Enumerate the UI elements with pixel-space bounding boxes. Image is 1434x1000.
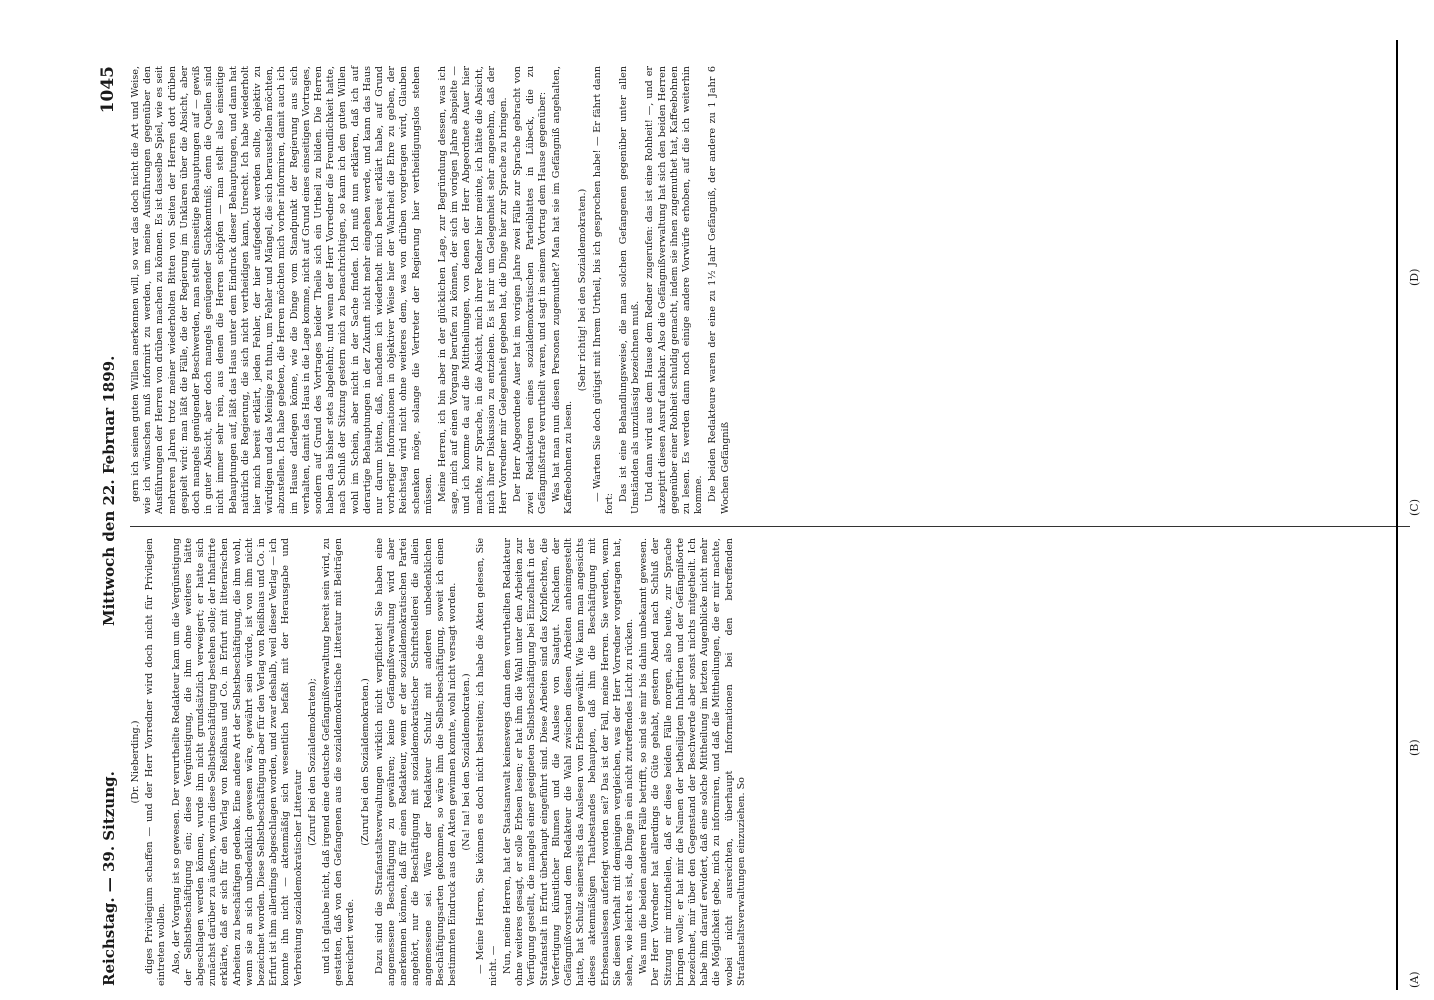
column-divider xyxy=(130,526,1410,527)
header-date: Mittwoch den 22. Februar 1899. xyxy=(100,355,118,626)
header-left: Reichstag. — 39. Sitzung. xyxy=(100,771,118,986)
paragraph: Der Herr Abgeordnete Auer hat im vorigen Jahre zwei Fälle zur Sprache gebracht von zwei Redakteuren eines sozialdemokratischen Parteiblattes in Lübeck, die zu Gefängnißstrafe verurtheilt waren, und sagt in seinem Vortrag dem Hause gegenüber: xyxy=(512,66,548,514)
page-header xyxy=(96,66,126,986)
paragraph: — Meine Herren, Sie können es doch nicht bestreiten; ich habe die Akten gelesen, Sie nicht. — xyxy=(475,538,499,986)
margin-letter-b: (B) xyxy=(1408,739,1421,756)
left-column xyxy=(130,538,1420,986)
paragraph: Dazu sind die Strafanstaltsverwaltungen wirklich nicht verpflichtet! Sie haben eine angemessene Beschäftigung zu gewähren; keine Gefängnißverwaltung wird aber anerkennen können, daß für einen Redakteur, wenn er der sozialdemokratischen Partei angehört, nur die Beschäftigung mit sozialdemokratischer Schriftstellerei die allein angemessene sei. Wäre der Redakteur Schulz mit anderen unbedenklichen Beschäftigungsarten gekommen, so wäre ihm die Selbstbeschäftigung, soweit ich einen bestimmten Eindruck aus den Akten gewinnen konnte, wohl nicht versagt worden. xyxy=(373,538,459,986)
paragraph: Nun, meine Herren, hat der Staatsanwalt keineswegs dann dem verurtheilten Redakteur ohne weiteres gesagt, er solle Erbsen lesen; er hat ihm die Wahl unter den Arbeiten zur Verfügung gestellt, die mangels einer geeigneten Selbstbeschäftigung bei Einzelhaft in der Strafanstalt in Erfurt überhaupt eingeführt sind. Diese Arbeiten sind das Korbflechten, die Verfertigung künstlicher Blumen und die Auslese von Saatgut. Nachdem der Gefängnißvorstand dem Redakteur die Wahl zwischen diesen Arbeiten anheimgestellt hatte, hat Schulz seinerseits das Auslesen von Erbsen gewählt. Wie kann man angesichts dieses aktenmäßigen Thatbestandes behaupten, daß ihm die Beschäftigung mit Erbsenauslesen auferlegt worden sei? Das ist der Fall, meine Herren. Sie werden, wenn Sie diesen Verhalt mit demjenigen vergleichen, was der Herr Vorredner vorgetragen hat, sehen, wie leicht es ist, die Dinge in ein nicht zutreffendes Licht zu rücken. xyxy=(501,538,635,986)
digitization-credit xyxy=(1416,8,1430,988)
margin-letter-c: (C) xyxy=(1408,499,1421,516)
rotated-page-content xyxy=(96,66,1426,986)
paragraph: Die beiden Redakteure waren der eine zu 1½ Jahr Gefängniß, der andere zu 1 Jahr 6 Wochen Gefängniß xyxy=(707,66,731,514)
paragraph: (Na! na! bei den Sozialdemokraten.) xyxy=(461,673,473,851)
right-column xyxy=(130,66,1420,514)
page-number: 1045 xyxy=(98,66,118,114)
paragraph: Also, der Vorgang ist so gewesen. Der verurtheilte Redakteur kam um die Vergünstigung der Selbstbeschäftigung ein; diese Vergünstigung, die ihm ohne weiteres hätte abgeschlagen werden können, wurde ihm nicht grundsätzlich verweigert; er hatte sich zunächst darüber zu äußern, worin diese Selbstbeschäftigung bestehen solle; der Inhaftirte erklärte, daß er sich für den Verlag von Reißhaus und Co. in Erfurt mit litterarischen Arbeiten zu beschäftigen gedenke. Eine andere Art der Selbstbeschäftigung, die ihm wohl, wenn sie an sich unbedenklich gewesen wäre, gewährt sein würde, ist von ihm nicht bezeichnet worden. Diese Selbstbeschäftigung aber für den Verlag von Reißhaus und Co. in Erfurt ist ihm allerdings abgeschlagen worden, und zwar deshalb, weil dieser Verlag — ich konnte ihn nicht — aktenmäßig sich wesentlich befaßt mit der Herausgabe und Verbreitung sozialdemokratischer Litteratur xyxy=(170,538,304,986)
margin-letter-a: (A) xyxy=(1408,971,1421,988)
page-edge xyxy=(1396,40,1398,990)
paragraph: diges Privilegium schaffen — und der Herr Vorredner wird doch nicht für Privilegien eintreten wollen. xyxy=(144,538,168,986)
paragraph: Was hat man nun diesen Personen zugemuthet? Man hat sie im Gefängniß angehalten, Kaffeebohnen zu lesen. xyxy=(550,66,575,514)
margin-letter-d: (D) xyxy=(1408,268,1421,286)
paragraph: — Warten Sie doch gütigst mit Ihrem Urtheil, bis ich gesprochen habe! — Er fährt dann fort: xyxy=(591,66,615,514)
paragraph: (Sehr richtig! bei den Sozialdemokraten.) xyxy=(577,188,589,392)
paragraph: (Zuruf bei den Sozialdemokraten); xyxy=(306,678,318,846)
paragraph: Und dann wird aus dem Hause dem Redner zugerufen: das ist eine Rohheit! —, und er akzeptirt diesen Ausruf dankbar. Also die Gefängnißverwaltung hat sich den beiden Herren gegenüber einer Rohheit schuldig gemacht, indem sie ihnen zugemuthet hat, Kaffeebohnen zu lesen. Es werden dann noch einige andere Vorwürfe erhoben, auf die ich weiterhin komme. xyxy=(644,66,705,514)
paragraph: gern ich seinen guten Willen anerkennen will, so war das doch nicht die Art und Weise, wie ich wünschen muß informirt zu werden, um meine Ausführungen gegenüber den Ausführungen der Herren von drüben machen zu können. Es ist dasselbe Spiel, wie es seit mehreren Jahren trotz meiner wiederholten Bitten von Seiten der Herren dort drüben gespielt wird: man läßt die Fälle, die der Regierung im Unklaren über die Absicht, aber doch mangels genügender Beschwerden, man stellt einseitige Behauptungen auf — gewiß in guter Absicht, aber doch mangels genügender Sachkenntniß; denn die Quellen sind nicht immer sehr rein, aus denen die Herren schöpfen — man stellt also einseitige Behauptungen auf, läßt das Haus unter dem Eindruck dieser Behauptungen, und dann hat natürlich die Regierung, die sich nicht vertheidigen kann, Unrecht. Ich habe wiederholt hier mich bereit erklärt, jeden Fehler, der hier aufgedeckt werden sollte, objektiv zu würdigen und das Meinige zu thun, um Fehler und Mängel, die sich herausstellen möchten, abzustellen. Ich habe gebeten, die Herren möchten mich vorher informiren, damit auch ich im Hause darlegen könne, wie die Dinge vom Standpunkt der Regierung aus sich verhalten, damit das Haus in die Lage komme, nicht auf Grund eines einseitigen Vortrages, sondern auf Grund des Vortrages beider Theile sich ein Urtheil zu bilden. Die Herren haben das bisher stets abgelehnt; und wenn der Herr Vorredner die Freundlichkeit hatte, nach Schluß der Sitzung gestern mich zu benachrichtigen, so kann ich den guten Willen wohl im Schein, aber nicht in der Sache finden. Ich muß nun erklären, daß ich auf derartige Behauptungen in der Zukunft nicht mehr eingehen werde, und kann das Haus nur darum bitten, daß, nachdem ich wiederholt mich bereit erklärt habe, auf Grund vorheriger Informationen in objektiver Weise hier der Wahrheit die Ehre zu geben, der Reichstag wird nicht ohne weiteres dem, was von drüben vorgetragen wird, Glauben schenken möge, solange die Vertreter der Regierung hier vertheidigungslos stehen müssen. xyxy=(130,66,434,514)
paragraph: (Zuruf bei den Sozialdemokraten.) xyxy=(359,678,371,846)
paragraph: Meine Herren, ich bin aber in der glücklichen Lage, zur Begründung dessen, was ich sage, mich auf einen Vorgang berufen zu können, der sich im vorigen Jahre abspielte — und ich komme da auf die Mittheilungen, von denen der Herr Abgeordnete Auer hier machte, zur Sprache, in die Absicht, mich ihrer Redner hier meinte, ich hätte die Absicht, mich ihrer Diskussion zu entziehen. Es ist mir um Gelegenheit sehr angenehm, daß der Herr Vorredner mir Gelegenheit gegeben hat, die Dinge hier zur Sprache zu bringen. xyxy=(437,66,510,514)
paragraph: (Dr. Nieberding.) xyxy=(130,720,141,804)
paragraph: Das ist eine Behandlungsweise, die man solchen Gefangenen gegenüber unter allen Umständen als unzulässig bezeichnen muß. xyxy=(617,66,642,514)
paragraph: Was nun die beiden anderen Fälle betrifft, so sind sie mir bis dahin unbekannt gewesen. Der Herr Vorredner hat allerdings die Güte gehabt, gestern Abend nach Schluß der Sitzung mir mitzutheilen, daß er diese beiden Fälle morgen, also heute, zur Sprache bringen wolle; er hat mir die Namen der betheiligten Inhaftirten und der Gefängnißorte bezeichnet, mir über den Gegenstand der Beschwerde aber sonst nichts mitgetheilt. Ich habe ihm darauf erwidert, daß eine solche Mittheilung im letzten Augenblicke nicht mehr die Möglichkeit gebe, mich zu informiren, und daß die Mittheilungen, die er mir machte, wobei nicht ausreichten, überhaupt Informationen bei den betreffenden Strafanstaltsverwaltungen einzuziehen. So xyxy=(638,538,747,986)
paragraph: und ich glaube nicht, daß irgend eine deutsche Gefängnißverwaltung bereit sein wird, zu gestatten, daß von den Gefangenen aus die sozialdemokratische Litteratur mit Beiträgen bereichert werde. xyxy=(321,538,357,986)
